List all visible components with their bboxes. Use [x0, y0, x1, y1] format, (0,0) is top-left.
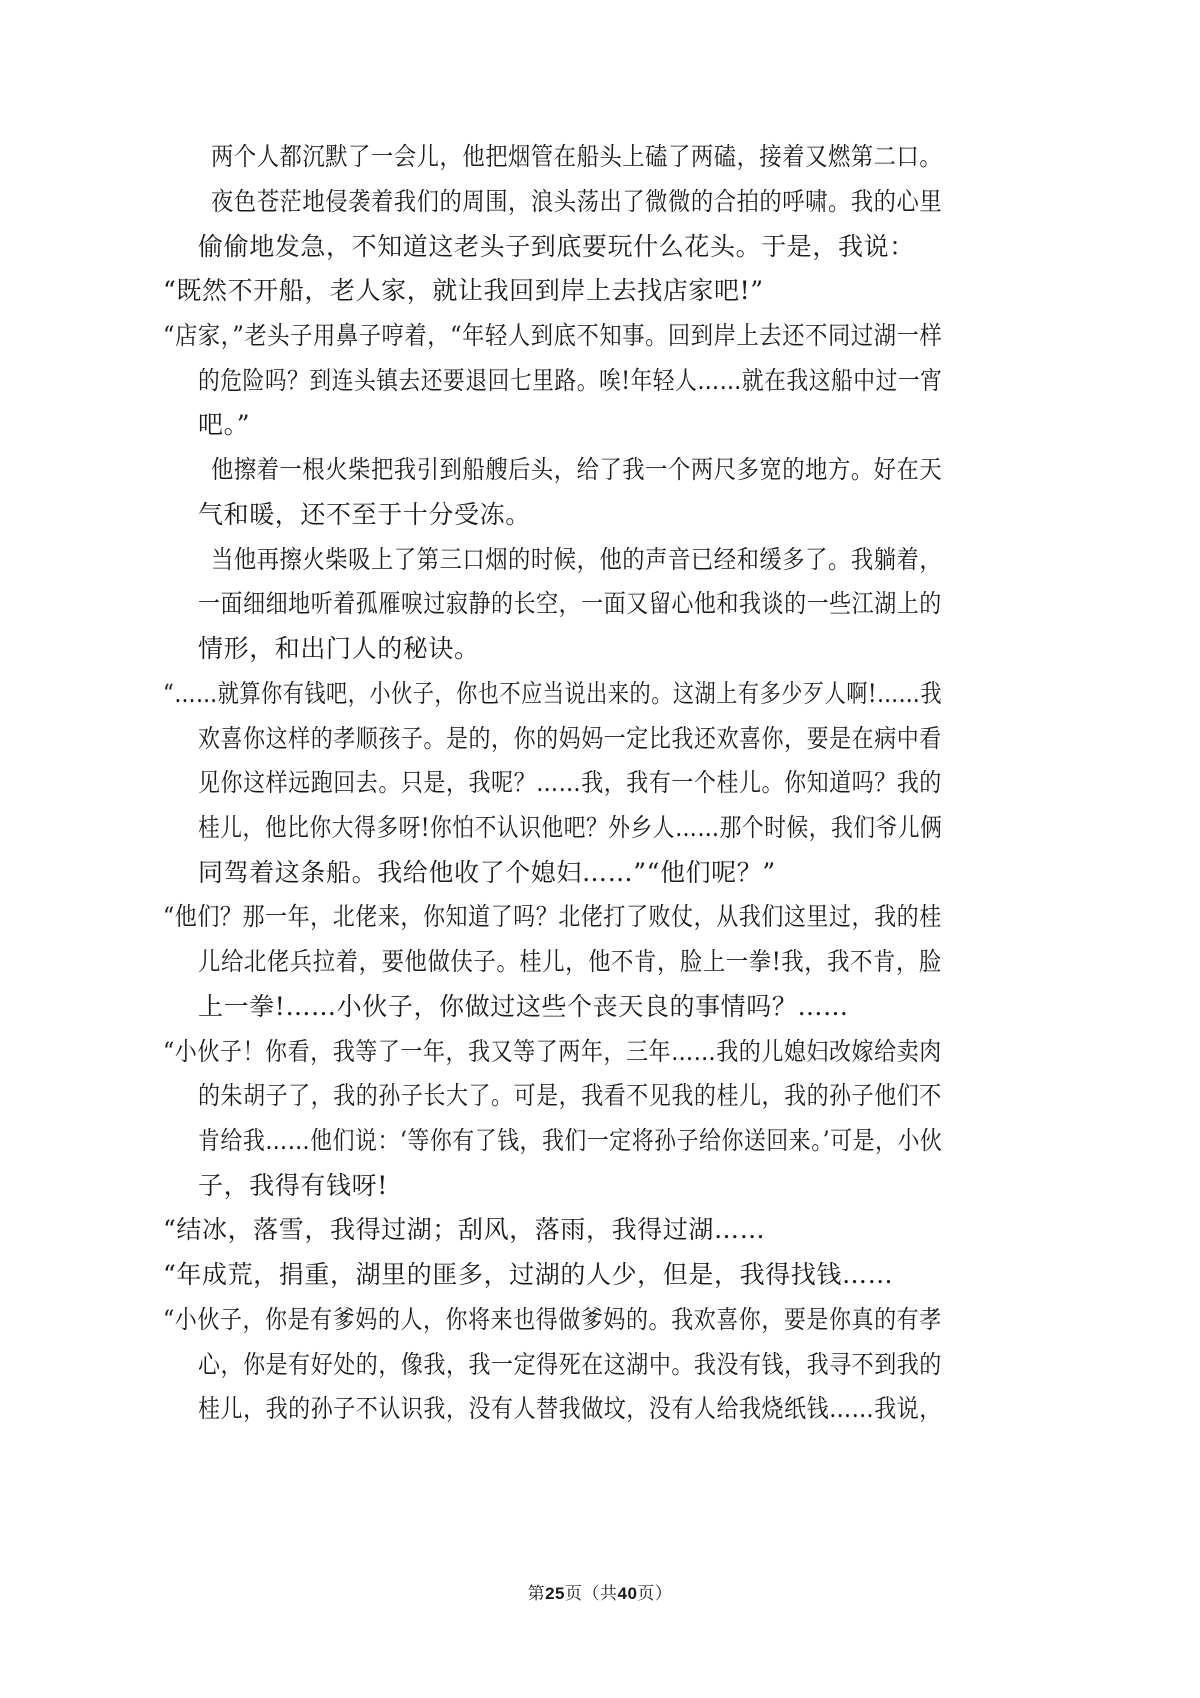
- text-line: 偷偷地发急，不知道这老头子到底要玩什么花头。于是，我说：: [198, 232, 915, 261]
- text-line: 桂儿，我的孙子不认识我，没有人替我做坟，没有人给我烧纸钱……我说，: [198, 1394, 942, 1423]
- text-line: “小伙子，你是有爹妈的人，你将来也得做爹妈的。我欢喜你，要是你真的有孝: [163, 1305, 942, 1334]
- text-line: 的危险吗？到连头镇去还要退回七里路。唉!年轻人……就在我这船中过一宵: [198, 366, 943, 395]
- text-line: 子，我得有钱呀!: [198, 1171, 388, 1200]
- footer-middle: 页（共: [565, 1584, 618, 1604]
- text-line: 肯给我……他们说：‘等你有了钱，我们一定将孙子给你送回来。’可是，小伙: [198, 1126, 943, 1155]
- text-line: 当他再擦火柴吸上了第三口烟的时候，他的声音已经和缓多了。我躺着，: [211, 545, 943, 574]
- text-line: 欢喜你这样的孝顺孩子。是的，你的妈妈一定比我还欢喜你，要是在病中看: [198, 724, 942, 753]
- footer-suffix: 页）: [637, 1584, 673, 1604]
- text-line: 儿给北佬兵拉着，要他做伕子。桂儿，他不肯，脸上一拳!我，我不肯，脸: [198, 947, 942, 976]
- text-line: 夜色苍茫地侵袭着我们的周围，浪头荡出了微微的合拍的呼啸。我的心里: [211, 187, 943, 216]
- text-line: 上一拳!……小伙子，你做过这些个丧天良的事情吗？……: [198, 992, 849, 1021]
- text-line: 他擦着一根火柴把我引到船艘后头，给了我一个两尺多宽的地方。好在天: [211, 455, 943, 484]
- text-line: 见你这样远跑回去。只是，我呢？……我，我有一个桂儿。你知道吗？我的: [198, 768, 942, 797]
- text-line: “……就算你有钱吧，小伙子，你也不应当说出来的。这湖上有多少歹人啊!……我: [163, 679, 942, 708]
- footer-prefix: 第: [527, 1584, 546, 1604]
- text-line: 心，你是有好处的，像我，我一定得死在这湖中。我没有钱，我寻不到我的: [198, 1350, 942, 1379]
- total-pages: 40: [617, 1584, 638, 1603]
- text-line: “小伙子！你看，我等了一年，我又等了两年，三年……我的儿媳妇改嫁给卖肉: [163, 1037, 942, 1066]
- text-line: “店家，”老头子用鼻子哼着，“年轻人到底不知事。回到岸上去还不同过湖一样: [163, 321, 943, 350]
- text-line: 的朱胡子了，我的孙子长大了。可是，我看不见我的桂儿，我的孙子他们不: [198, 1081, 942, 1110]
- text-line: “年成荒，捐重，湖里的匪多，过湖的人少，但是，我得找钱……: [163, 1260, 894, 1289]
- text-line: “既然不开船，老人家，就让我回到岸上去找店家吧!”: [163, 276, 764, 305]
- text-line: 气和暖，还不至于十分受冻。: [198, 500, 531, 529]
- text-line: 一面细细地听着孤雁唳过寂静的长空，一面又留心他和我谈的一些江湖上的: [198, 589, 942, 618]
- page-footer: [0, 1583, 1200, 1605]
- page-number: 25: [545, 1584, 565, 1603]
- text-line: 吧。”: [198, 410, 251, 439]
- text-line: 情形，和出门人的秘诀。: [198, 634, 480, 663]
- text-line: “他们？那一年，北佬来，你知道了吗？北佬打了败仗，从我们这里过，我的桂: [163, 902, 942, 931]
- text-line: “结冰，落雪，我得过湖；刮风，落雨，我得过湖……: [163, 1215, 766, 1244]
- text-line: 桂儿，他比你大得多呀!你怕不认识他吧？外乡人……那个时候，我们爷儿俩: [198, 813, 943, 842]
- text-line: 两个人都沉默了一会儿，他把烟管在船头上磕了两磕，接着又燃第二口。: [211, 142, 943, 171]
- text-line: 同驾着这条船。我给他收了个媳妇……”“他们呢？”: [198, 858, 776, 887]
